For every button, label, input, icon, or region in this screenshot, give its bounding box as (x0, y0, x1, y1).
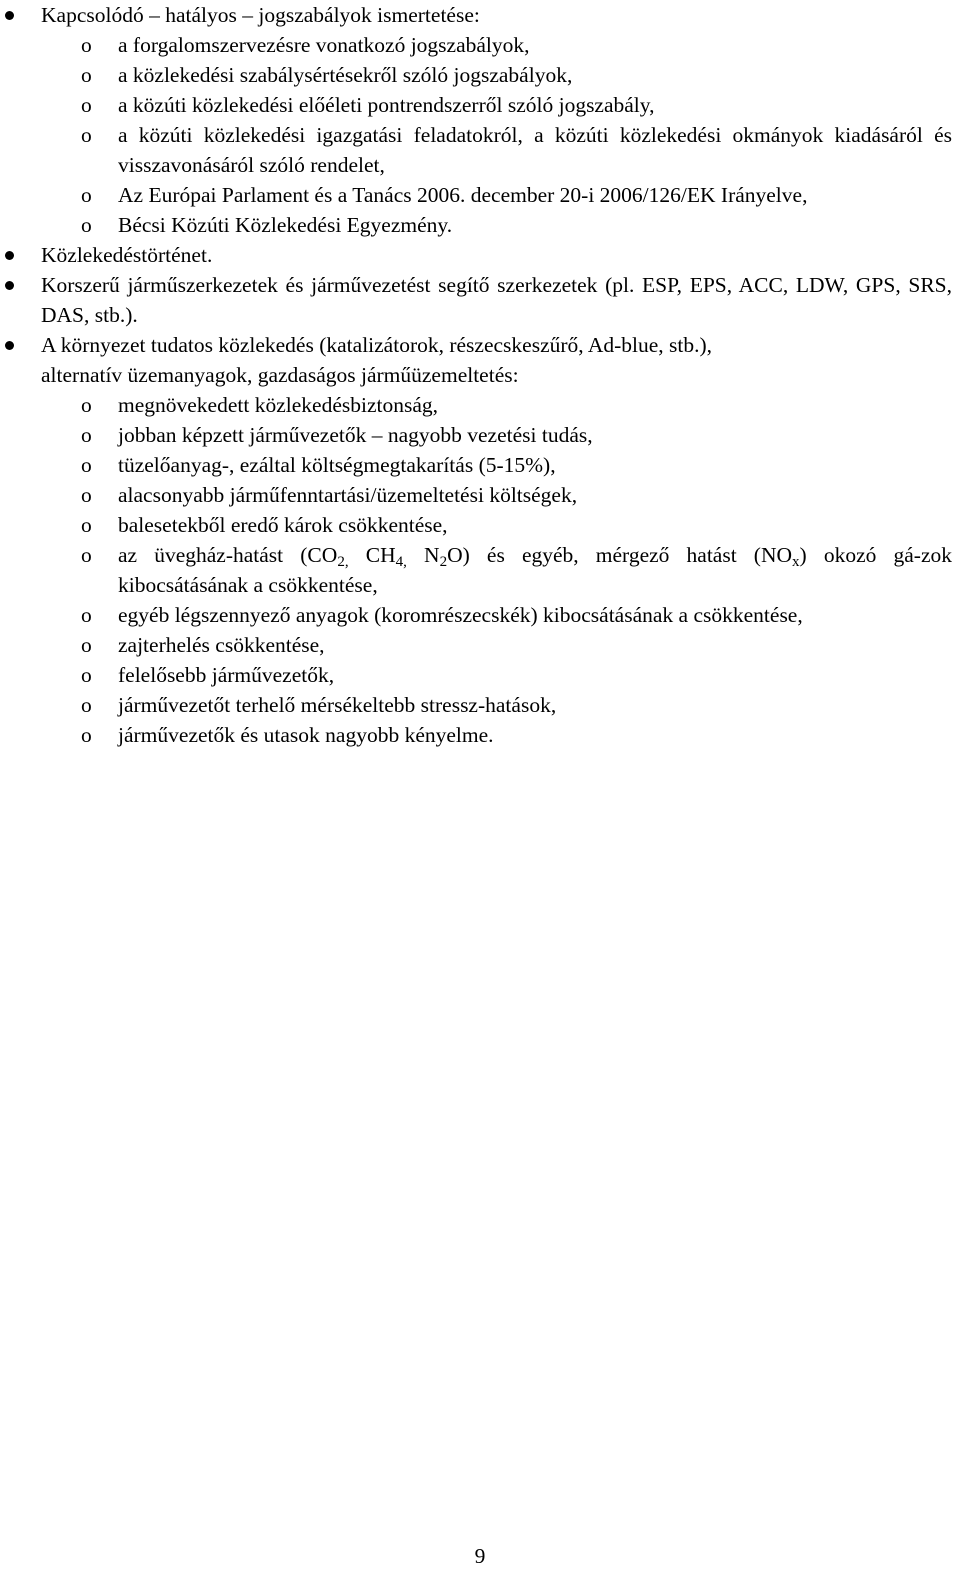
subscript-2b: 2 (439, 553, 448, 570)
bullet-item (0, 270, 960, 330)
sub-item (0, 720, 960, 750)
subscript-x: x (792, 553, 800, 570)
bullet-text: Korszerű járműszerkezetek és járművezetést segítő szerkezetek (pl. ESP, EPS, ACC, LDW, GPS, SRS, DAS, stb.). (41, 273, 952, 327)
bullet-continuation: alternatív üzemanyagok, gazdaságos járműüzemeltetés: (41, 363, 519, 387)
bullet-text: Kapcsolódó – hatályos – jogszabályok ismertetése: (41, 3, 480, 27)
sub-item (0, 60, 960, 90)
sub-marker: o (81, 93, 92, 117)
sub-item-text: balesetekből eredő károk csökkentése, (118, 513, 448, 537)
bullet-icon (5, 281, 14, 290)
sub-item-text: járművezetők és utasok nagyobb kényelme. (118, 723, 494, 747)
sub-item-text: egyéb légszennyező anyagok (koromrészecskék) kibocsátásának a csökkentése, (118, 603, 803, 627)
sub-marker: o (81, 633, 92, 657)
emissions-text-4: O) és egyéb, mérgező hatást (NO (447, 543, 793, 567)
sub-item (0, 660, 960, 690)
bullet-icon (5, 251, 14, 260)
bullet-text: A környezet tudatos közlekedés (katalizátorok, részecskeszűrő, Ad-blue, stb.), (41, 333, 713, 357)
bullet-item (0, 240, 960, 270)
sub-item-text: jobban képzett járművezetők – nagyobb vezetési tudás, (118, 423, 593, 447)
sub-marker: o (81, 423, 92, 447)
sub-item (0, 600, 960, 630)
sub-marker: o (81, 543, 92, 567)
sub-marker: o (81, 213, 92, 237)
sub-marker: o (81, 603, 92, 627)
sub-item-text: a közlekedési szabálysértésekről szóló jogszabályok, (118, 63, 573, 87)
subscript-4: 4, (395, 553, 407, 570)
sub-item-text: a közúti közlekedési előéleti pontrendszerről szóló jogszabály, (118, 93, 655, 117)
page-number: 9 (474, 1544, 486, 1568)
sub-item (0, 180, 960, 210)
sub-marker: o (81, 723, 92, 747)
sub-item (0, 510, 960, 540)
sub-marker: o (81, 483, 92, 507)
sub-item-text: felelősebb járművezetők, (118, 663, 335, 687)
sub-item (0, 690, 960, 720)
sub-marker: o (81, 63, 92, 87)
sub-marker: o (81, 393, 92, 417)
emissions-text-2: CH (348, 543, 396, 567)
sub-item-text: járművezetőt terhelő mérsékeltebb stressz-hatások, (118, 693, 557, 717)
sub-item (0, 480, 960, 510)
sub-item (0, 450, 960, 480)
sub-item (0, 90, 960, 120)
sub-marker: o (81, 693, 92, 717)
bullet-item (0, 330, 960, 360)
sub-marker: o (81, 33, 92, 57)
emissions-text-3: N (406, 543, 440, 567)
sub-item-text: tüzelőanyag-, ezáltal költségmegtakarítás (5-15%), (118, 453, 556, 477)
sub-item (0, 390, 960, 420)
sub-item (0, 210, 960, 240)
sub-item (0, 120, 960, 180)
sub-item (0, 30, 960, 60)
sub-item (0, 630, 960, 660)
sub-marker: o (81, 123, 92, 147)
sub-item-text: a forgalomszervezésre vonatkozó jogszabályok, (118, 33, 530, 57)
sub-item-text: a közúti közlekedési igazgatási feladatokról, a közúti közlekedési okmányok kiadásáról és visszavonásáról szóló rendelet, (118, 123, 952, 177)
sub-item-text: zajterhelés csökkentése, (118, 633, 325, 657)
sub-item-text: megnövekedett közlekedésbiztonság, (118, 393, 439, 417)
emissions-text-1: az üvegház-hatást (CO (118, 543, 338, 567)
bullet-text: Közlekedéstörténet. (41, 243, 213, 267)
sub-marker: o (81, 513, 92, 537)
bullet-icon (5, 341, 14, 350)
sub-item-text: Az Európai Parlament és a Tanács 2006. december 20-i 2006/126/EK Irányelve, (118, 183, 808, 207)
subscript-2: 2, (337, 553, 349, 570)
page-content (0, 0, 960, 750)
sub-item-text: alacsonyabb járműfenntartási/üzemeltetési költségek, (118, 483, 578, 507)
sub-item-text: Bécsi Közúti Közlekedési Egyezmény. (118, 213, 453, 237)
sub-marker: o (81, 453, 92, 477)
sub-marker: o (81, 663, 92, 687)
sub-marker: o (81, 183, 92, 207)
emissions-text-5: ) okozó gá-zok kibocsátásának a csökkentése, (118, 543, 952, 597)
bullet-item (0, 0, 960, 30)
bullet-icon (5, 11, 14, 20)
sub-item (0, 420, 960, 450)
sub-item-emissions (0, 540, 960, 600)
